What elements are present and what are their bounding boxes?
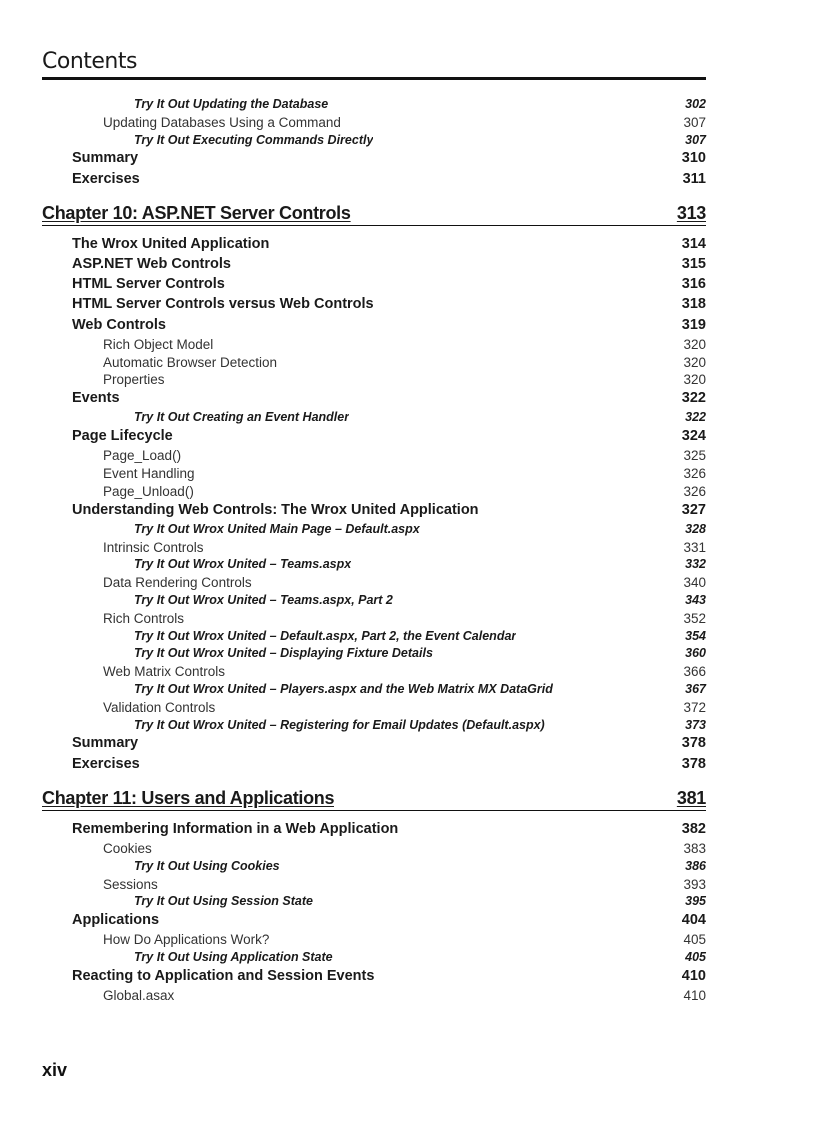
toc-subsection-row[interactable]	[42, 611, 706, 629]
toc-entry-page: 320	[683, 372, 706, 388]
toc-entry-page: 382	[681, 820, 706, 837]
toc-entry-title: Validation Controls	[103, 699, 216, 715]
toc-try-it-out-row[interactable]	[42, 859, 706, 877]
toc-entry-title: HTML Server Controls versus Web Controls	[72, 296, 374, 313]
toc-section-row[interactable]	[42, 150, 706, 170]
toc-entry-title: Cookies	[103, 840, 152, 856]
toc-entry-title: Applications	[72, 912, 160, 929]
toc-entry-page: 332	[685, 557, 706, 572]
toc-entry-title: Page_Load()	[103, 448, 182, 464]
toc-entry-page: 307	[683, 114, 706, 130]
toc-entry-title: Try It Out Wrox United – Teams.aspx, Part 2	[134, 593, 393, 608]
toc-entry-title: Exercises	[72, 170, 140, 187]
toc-entry-page: 343	[685, 593, 706, 608]
toc-entry-page: 393	[683, 876, 706, 892]
toc-entry-title: Try It Out Wrox United – Players.aspx and the Web Matrix MX DataGrid	[134, 682, 553, 697]
toc-entry-title: Updating Databases Using a Command	[103, 114, 341, 130]
toc-entry-page: 310	[681, 150, 706, 167]
toc-entry-title: Remembering Information in a Web Application	[72, 820, 399, 837]
toc-try-it-out-row[interactable]	[42, 629, 706, 647]
toc-entry-title: Try It Out Wrox United – Default.aspx, Part 2, the Event Calendar	[134, 628, 517, 643]
toc-entry-title: Rich Controls	[103, 610, 185, 626]
toc-entry-title: Properties	[103, 372, 165, 388]
toc-entry-title: Chapter 10: ASP.NET Server Controls	[42, 202, 351, 223]
toc-entry-title: Try It Out Using Session State	[134, 894, 313, 909]
toc-section-row[interactable]	[42, 821, 706, 841]
toc-entry-title: Try It Out Wrox United – Displaying Fixture Details	[134, 646, 433, 661]
toc-entry-page: 302	[685, 97, 706, 111]
toc-entry-page: 372	[683, 699, 706, 715]
toc-entry-page: 410	[681, 967, 706, 984]
toc-entry-title: HTML Server Controls	[72, 276, 225, 293]
toc-entry-title: Try It Out Using Application State	[134, 950, 333, 965]
toc-subsection-row[interactable]	[42, 484, 706, 502]
toc-chapter-row[interactable]	[42, 788, 706, 811]
toc-entry-title: Reacting to Application and Session Events	[72, 967, 375, 984]
toc-entry-title: Data Rendering Controls	[103, 575, 252, 591]
toc-entry-title: Intrinsic Controls	[103, 539, 204, 555]
toc-section-row[interactable]	[42, 390, 706, 410]
toc-entry-page: 383	[683, 840, 706, 856]
toc-entry-page: 340	[683, 575, 706, 591]
toc-entry-page: 378	[681, 755, 706, 772]
toc-entry-page: 327	[681, 501, 706, 518]
toc-entry-page: 320	[683, 336, 706, 352]
toc-section-row[interactable]	[42, 912, 706, 932]
toc-entry-page: 325	[683, 448, 706, 464]
toc-try-it-out-row[interactable]	[42, 718, 706, 736]
toc-entry-title: Global.asax	[103, 988, 175, 1004]
toc-entry-page: 381	[676, 787, 706, 808]
toc-entry-title: Understanding Web Controls: The Wrox United Application	[72, 501, 479, 518]
toc-subsection-row[interactable]	[42, 115, 706, 133]
toc-entry-page: 326	[683, 466, 706, 482]
toc-subsection-row[interactable]	[42, 540, 706, 558]
toc-subsection-row[interactable]	[42, 877, 706, 895]
toc-subsection-row[interactable]	[42, 988, 706, 1006]
toc-entry-title: How Do Applications Work?	[103, 932, 270, 948]
toc-subsection-row[interactable]	[42, 664, 706, 682]
page-title: Contents	[42, 49, 137, 74]
toc-entry-page: 318	[681, 296, 706, 313]
toc-entry-page: 319	[681, 316, 706, 333]
toc-entry-page: 373	[685, 717, 706, 732]
toc-try-it-out-row[interactable]	[42, 410, 706, 428]
toc-try-it-out-row[interactable]	[42, 133, 706, 151]
toc-chapter-row[interactable]	[42, 203, 706, 226]
toc-try-it-out-row[interactable]	[42, 682, 706, 700]
toc-entry-title: Web Controls	[72, 316, 166, 333]
toc-subsection-row[interactable]	[42, 337, 706, 355]
toc-entry-page: 331	[683, 539, 706, 555]
toc-entry-page: 322	[685, 410, 706, 425]
toc-section-row[interactable]	[42, 276, 706, 296]
toc-entry-page: 352	[683, 610, 706, 626]
toc-entry-title: Try It Out Creating an Event Handler	[134, 410, 350, 425]
toc-subsection-row[interactable]	[42, 372, 706, 390]
toc-try-it-out-row[interactable]	[42, 97, 706, 115]
toc-entry-title: Automatic Browser Detection	[103, 354, 278, 370]
toc-entry-title: The Wrox United Application	[72, 235, 270, 252]
toc-entry-page: 315	[681, 255, 706, 272]
toc-entry-title: Page Lifecycle	[72, 428, 173, 445]
toc-entry-page: 405	[683, 932, 706, 948]
toc-entry-page: 328	[685, 521, 706, 536]
toc-section-row[interactable]	[42, 756, 706, 776]
toc-entry-page: 324	[681, 428, 706, 445]
toc-entry-title: Try It Out Executing Commands Directly	[134, 132, 374, 147]
toc-entry-page: 326	[683, 483, 706, 499]
toc-entry-title: Try It Out Wrox United – Registering for Email Updates (Default.aspx)	[134, 717, 545, 732]
toc-try-it-out-row[interactable]	[42, 646, 706, 664]
toc-try-it-out-row[interactable]	[42, 894, 706, 912]
toc-try-it-out-row[interactable]	[42, 950, 706, 968]
toc-section-row[interactable]	[42, 236, 706, 256]
toc-entry-title: Events	[72, 390, 120, 407]
toc-entry-title: Sessions	[103, 876, 158, 892]
toc-entry-page: 314	[681, 235, 706, 252]
toc-entry-page: 410	[683, 988, 706, 1004]
page-number: xiv	[42, 1060, 68, 1080]
toc-entry-page: 320	[683, 354, 706, 370]
toc-entry-page: 316	[681, 276, 706, 293]
toc-section-row[interactable]	[42, 735, 706, 755]
toc-entry-title: Try It Out Updating the Database	[134, 97, 329, 111]
toc-entry-title: Chapter 11: Users and Applications	[42, 787, 335, 808]
toc-subsection-row[interactable]	[42, 700, 706, 718]
toc-entry-page: 386	[685, 858, 706, 873]
toc-entry-page: 307	[685, 132, 706, 147]
toc-entry-page: 378	[681, 735, 706, 752]
toc-section-row[interactable]	[42, 317, 706, 337]
toc-section-row[interactable]	[42, 256, 706, 276]
toc-try-it-out-row[interactable]	[42, 557, 706, 575]
toc-entry-title: Event Handling	[103, 466, 195, 482]
toc-section-row[interactable]	[42, 428, 706, 448]
toc-subsection-row[interactable]	[42, 466, 706, 484]
toc-section-row[interactable]	[42, 502, 706, 522]
toc-entry-page: 322	[681, 390, 706, 407]
toc-entry-title: Try It Out Wrox United Main Page – Default.aspx	[134, 521, 420, 536]
toc-try-it-out-row[interactable]	[42, 593, 706, 611]
toc-entry-page: 367	[685, 682, 706, 697]
toc-entry-title: Web Matrix Controls	[103, 664, 226, 680]
toc-entry-page: 395	[685, 894, 706, 909]
toc-section-row[interactable]	[42, 296, 706, 316]
toc-subsection-row[interactable]	[42, 355, 706, 373]
toc-entry-page: 405	[685, 950, 706, 965]
toc-entry-page: 404	[681, 912, 706, 929]
toc-subsection-row[interactable]	[42, 932, 706, 950]
toc-section-row[interactable]	[42, 968, 706, 988]
toc-entry-page: 311	[682, 170, 706, 187]
toc-entry-title: Exercises	[72, 755, 140, 772]
toc-section-row[interactable]	[42, 171, 706, 191]
toc-entry-page: 313	[676, 202, 706, 223]
toc-entry-page: 360	[685, 646, 706, 661]
toc-try-it-out-row[interactable]	[42, 522, 706, 540]
toc-subsection-row[interactable]	[42, 575, 706, 593]
toc-entry-title: Try It Out Using Cookies	[134, 858, 280, 873]
toc-entry-title: Rich Object Model	[103, 336, 214, 352]
table-of-contents	[42, 97, 706, 1006]
toc-entry-title: Try It Out Wrox United – Teams.aspx	[134, 557, 352, 572]
toc-subsection-row[interactable]	[42, 841, 706, 859]
page-header	[42, 46, 706, 80]
toc-subsection-row[interactable]	[42, 448, 706, 466]
toc-entry-title: Page_Unload()	[103, 483, 194, 499]
toc-entry-title: ASP.NET Web Controls	[72, 255, 231, 272]
toc-entry-title: Summary	[72, 735, 139, 752]
toc-entry-page: 366	[683, 664, 706, 680]
toc-entry-page: 354	[685, 628, 706, 643]
toc-entry-title: Summary	[72, 150, 139, 167]
